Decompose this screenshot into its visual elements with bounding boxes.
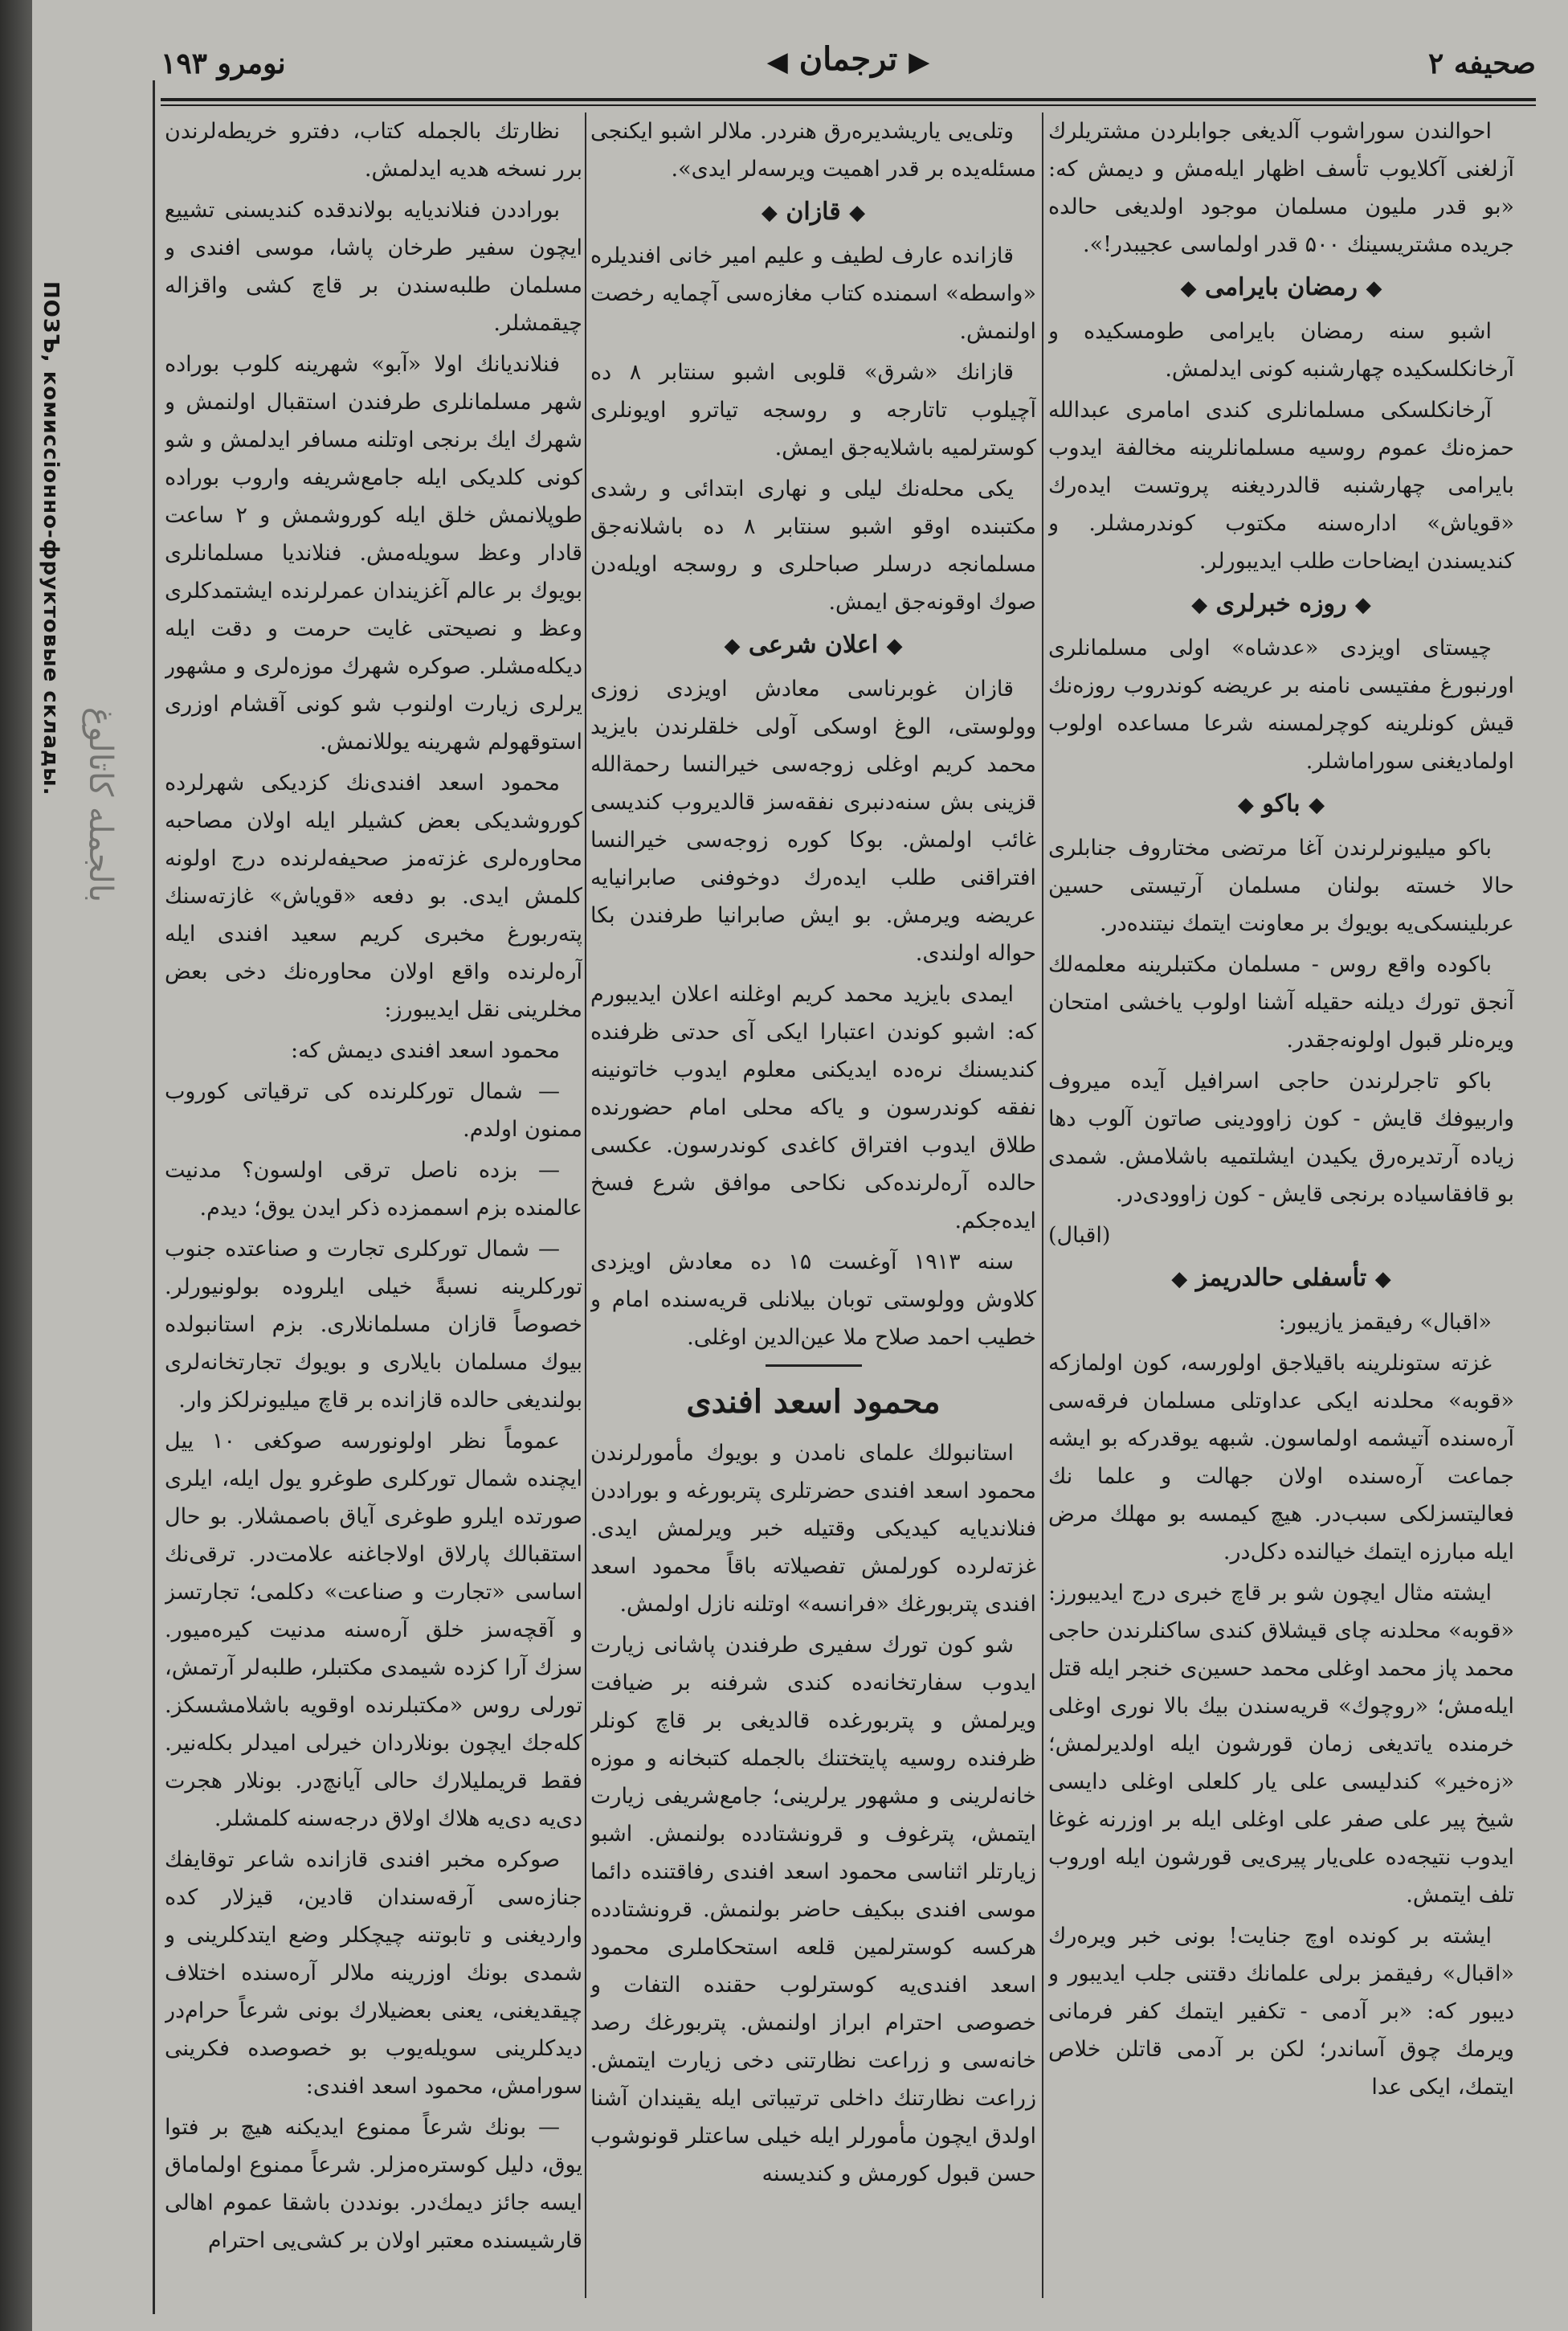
- paragraph: شو كون تورك سفیری طرفندن پاشانی زیارت ایدوب سفارتخانه‌ده كندی شرفنه بر ضیافت ویرلمش و پتربورغده قالدیغی بر قاچ كونلر ظرفنده روسیه پایتختنك بالجمله كتبخانه و موزه خانه‌لرینی و مشهور یرلرینی؛ جامع‌شریفی زیارت ایتمش، پترغوف و قرونشتادده بولنمش. اشبو زیارتلر اثناسی محمود اسعد افندی رفاقتنده دائما موسی افندی ببكیف حاضر بولنمش. قرونشتادده هركسه كوسترلمین قلعه استحكاملری محمود اسعد افندی‌یه كوسترلوب حقنده التفات و خصوصی احترام ابراز اولنمش. پتربورغك رصد خانەسی و زراعت نظارتنی دخی زیارت ایتمش. زراعت نظارتنك داخلی ترتیباتی ایله یقیندان آشنا اولدق ایچون مأمورلر ایله خیلی ساعتلر قونوشوب حسن قبول كورمش و كندیسنه: [590, 1633, 1036, 2186]
- paragraph: اشبو سنه رمضان بایرامی طومسكیده و آرخانكلسكیده چهارشنبه كونی ایدلمش.: [1048, 319, 1514, 382]
- header-rule: [161, 98, 1536, 101]
- paragraph: عموماً نظر اولونورسه صوکغی ۱۰ ییل ایچنده شمال تورکلری طوغرو یول ایله، ایلری صورتده ایلرو طوغری آیاق باصمشلار. بو حال استقبالك پارلاق اولاجاغنه علامت‌در. ترقی‌نك اساسی «تجارت و صناعت» دكلمی؛ تجارتسز و آقچه‌سز خلق آرەسنه مدنیت كیرەمیور. سزك آرا كزده شیمدی مكتبلر، طلبەلر آرتمش، تورلی روس «مكتبلرنده اوقویه باشلامشسكز. كلەجك ایچون بونلاردان خیرلی امیدلر بكلەنیر. فقط قریملیلارك حالی آیانچ‌در. بونلار هجرت دی‌یه دی‌یه هلاك اولاق درجەسنه كلمشلر.: [165, 1429, 582, 1831]
- ornament-arrow-icon: ◀: [766, 46, 788, 78]
- section-heading: ◆ قازان ◆: [761, 198, 866, 226]
- paragraph: — شمال تورکلرنده کی ترقیاتی كوروب ممنون اولدم.: [165, 1079, 582, 1142]
- paragraph: قازانك «شرق» قلوبی اشبو سنتابر ۸ ده آچیلوب تاتارجه و روسجه تیاترو اویونلری كوسترلمیه باشلایەجق ایمش.: [590, 360, 1036, 460]
- paragraph: سنه ۱۹۱۳ آوغست ۱۵ ده معادش اویزدی كلاوش وولوستی توبان بیلانلی قریەسنده امام و خطیب احمد صلاح ملا عین‌الدین اوغلی.: [590, 1249, 1036, 1350]
- column-divider: [585, 112, 586, 2298]
- margin-rule: [153, 80, 155, 2314]
- ornament-icon: ◆: [1237, 793, 1254, 817]
- section-heading: ◆ تأسفلی حالدریمز ◆: [1171, 1264, 1391, 1292]
- masthead-title: ترجمان: [798, 40, 898, 78]
- ornament-icon: ◆: [1171, 1267, 1188, 1291]
- paragraph: محمود اسعد افندی دیمش كه:: [291, 1038, 560, 1063]
- paragraph: استانبولك علمای نامدن و بویوك مأمورلرندن محمود اسعد افندی حضرتلری پتربورغه و بوراددن فنلاندیایه كیدیكی وقتیله خبر ویرلمش ایدی. غزته‌لرده كورلمش تفصیلاته باقاً محمود اسعد افندی پتربورغك «فرانسه» اوتلنه نازل اولمش.: [590, 1441, 1036, 1617]
- binding-spine: [0, 0, 32, 2331]
- ornament-icon: ◆: [1366, 276, 1382, 301]
- section-heading: ◆ اعلان شرعی ◆: [724, 631, 903, 659]
- newspaper-page: [32, 0, 1568, 2331]
- column-middle: [590, 112, 1036, 2298]
- paragraph: — بزده ناصل ترقی اولسون؟ مدنیت عالمنده بزم اسممزده ذكر ایدن یوق؛ دیدم.: [165, 1158, 582, 1221]
- page-number-label: صحیفه ۲: [1427, 47, 1536, 80]
- issue-number: نومرو ۱۹۳: [161, 47, 286, 80]
- ornament-icon: ◆: [761, 201, 778, 225]
- paragraph: باكو میلیونرلرندن آغا مرتضی مختاروف جنابلری حالا خسته بولنان مسلمان آرتیستی حسین عربلینسكی‌یه بویوك بر معاونت ایتمك نیتنده‌در.: [1048, 836, 1514, 936]
- paragraph: ایمدی بایزید محمد كریم اوغلنه اعلان ایدیبورم كه: اشبو كوندن اعتبارا ایكی آی حدتی ظرفنده كندیسنك نرەده ایدیكنی معلوم ایدوب خاتونینه نفقه كوندرسون و یاكه محلی امام حضورنده طلاق ایدوب افتراق كاغدی كوندرسون. عكسی حالده آرەلرنده‌كی نكاحی موافق شرع فسخ ایدەجكم.: [590, 982, 1036, 1233]
- article-headline: محمود اسعد افندی: [686, 1383, 941, 1421]
- section-heading: ◆ رمضان بایرامی ◆: [1180, 273, 1382, 301]
- ornament-icon: ◆: [849, 201, 866, 225]
- paragraph: غزته ستونلرینه باقیلاجق اولورسه، كون اولمازكه «قوبه» محلدنه ایكی عداوتلی مسلمان فرقەسی آرەسنده آتیشمه اولماسون. شبهه یوقدركه بو ایشه جماعت آرەسنده اولان جهالت و علما نك فعالیتسزلكی سبب‌در. هیچ كیمسه بو مهلك مرض ایله مبارزه ایتمك خیالنده دكل‌در.: [1048, 1351, 1514, 1564]
- paragraph: — شمال تورکلری تجارت و صناعتده جنوب تورکلرینه نسبةً خیلی ایلروده بولونیورلر. خصوصاً قازان مسلمانلاری. بزم استانبولده بیوك مسلمان بایلاری و بویوك تجارتخانه‌لری بولندیغی حالده قازانده بر قاچ میلیونرلکز وار.: [165, 1237, 582, 1413]
- paragraph: باكو تاجرلرندن حاجی اسرافیل آیدە میروف واربیوفك قایش - كون زاوودینی صاتون آلوب دها زیاده آرتدیرەرق یكیدن ایشلتمیه باشلامش. شمدی بو قافقاسیاده برنجی قایش - كون زاوودی‌در.: [1048, 1069, 1514, 1207]
- paragraph: قازان غوبرناسی معادش اویزدی زوزی وولوستی، الوغ اوسكی آولی خلقلرندن بایزید محمد كریم اوغلی زوجه‌سی خیرالنسا رحمةالله قزینی بش سنه‌دنبری نفقه‌سز قالدیروب كندیسی غائب اولمش. بوكا كوره زوجه‌سی خیرالنسا افتراقنی طلب ایدەرك دوخوفنی صابرانیایه عریضه ویرمش. بو ایش صابرانیا طرفندن بكا حواله اولندی.: [590, 677, 1036, 966]
- vertical-stamp: ПОЗЪ, комиссіонно-фруктовые склады.: [39, 281, 63, 796]
- paragraph: ایشته مثال ایچون شو بر قاچ خبری درج ایدیبورز: «قوبه» محلدنه چای قیشلاق كندی ساكنلرندن حاجی محمد پاز محمد اوغلی محمد حسین‌ی خنجر ایله قتل ایلەمش؛ «روچوك» قریه‌سندن بیك بالا نوری اوغلی خرمنده یاتدیغی زمان قورشون ایله اولدیرلمش؛ «زەخیر» كندلیسی علی یار كلعلی اوغلی دایسی شیخ پیر علی صفر علی اوغلی ایله بر اوزرنه غوغا ایدوب نتیجه‌ده علی‌یار پیری‌یی قورشون ایله اوروب تلف ایتمش.: [1048, 1581, 1514, 1908]
- paragraph: بوراددن فنلاندیایه بولاندقده كندیسنی تشییع ایچون سفیر طرخان پاشا، موسی افندی و مسلمان طلبه‌سندن بر قاچ كشی واقزاله چیقمشلر.: [165, 198, 582, 336]
- ornament-icon: ◆: [886, 634, 903, 658]
- paragraph: محمود اسعد افندی‌نك كزدیكی شهرلرده كوروشدیكی بعض كشیلر ایله اولان مصاحبه محاورەلری غزته‌مز صحیفەلرنده درج اولونه كلمش ایدی. بو دفعه «قویاش» غازته‌سنك پتەربورغ مخبری كریم سعید افندی ایله آرەلرنده واقع اولان محاورەنك دخی بعض مخلرینی نقل ایدیبورز:: [165, 771, 582, 1022]
- paragraph: نظارتك بالجمله كتاب، دفترو خریطەلرندن برر نسخه هدیه ایدلمش.: [165, 119, 582, 182]
- ornament-arrow-icon: ▶: [909, 46, 930, 78]
- paragraph: «اقبال» رفیقمز یازیبور:: [1278, 1310, 1492, 1335]
- header-rule-thin: [161, 104, 1536, 106]
- paragraph: آرخانكلسكی مسلمانلری كندی امامری عبدالله حمزەنك عموم روسیه مسلمانلرینه مخالفة ایدوب بایرامی چهارشنبه قالدردیغنه پروتست ایدەرك «قویاش» ادارەسنه مكتوب كوندرمشلر. و كندیسندن ایضاحات طلب ایدیبورلر.: [1048, 398, 1514, 574]
- newspaper-title: [767, 40, 930, 78]
- column-left: [165, 112, 582, 2298]
- paragraph: یكی محله‌نك لیلی و نهاری ابتدائی و رشدی مكتبنده اوقو اشبو سنتابر ۸ ده باشلانەجق مسلمانجه درسلر صباحلری و روسجه اویله‌دن صوك اوقونەجق ایمش.: [590, 476, 1036, 615]
- section-heading: ◆ باكو ◆: [1237, 790, 1325, 818]
- ornament-icon: ◆: [1180, 276, 1197, 301]
- ornament-icon: ◆: [724, 634, 741, 658]
- paragraph: احوالندن سوراشوب آلدیغی جوابلردن مشتریلرك آزلغنی آكلایوب تأسف اظهار ایلەمش و دیمش كه: «بو قدر ملیون مسلمان موجود اولدیغی حالدە جریدە مشتریسینك ۵۰۰ قدر اولماسی عجیبدر!».: [1048, 119, 1514, 257]
- vertical-stamp-arabic: بالجمله كاتالوغ: [82, 707, 119, 903]
- source-signature: (اقبال): [1048, 1223, 1111, 1248]
- section-heading: ◆ روزه خبرلری ◆: [1191, 590, 1371, 618]
- paragraph: صوكره مخبر افندی قازانده شاعر توقایفك جنازەسی آرقەسندان قادین، قیزلار كده واردیغنی و تابوتنه چیچكلر وضع ایتدكلرینی و شمدی بونك اوزرینه ملالر آرەسنده اختلاف چیقدیغنی، یعنی بعضیلارك بونی شرعاً حرام‌در دیدكلرینی سویلەیوب بو خصوصده فكرینی سورامش، محمود اسعد افندی:: [165, 1847, 582, 2099]
- paragraph: باكوده واقع روس - مسلمان مكتبلرینه معلمەلك آنجق تورك دیلنه حقیله آشنا اولوب یاخشی امتحان ویرەنلر قبول اولونەجقدر.: [1048, 952, 1514, 1053]
- ornament-icon: ◆: [1191, 593, 1208, 617]
- paragraph: ایشته بر كونده اوچ جنایت! بونی خبر ویرەرك «اقبال» رفیقمز برلی علمانك دقتنی جلب ایدیبور و دیبور كه: «بر آدمی - تكفیر ایتمك كفر فرمانی ویرمك چوق آساندر؛ لكن بر آدمی قاتلن خلاص ایتمك، ایكی عدا: [1048, 1924, 1514, 2100]
- ornament-icon: ◆: [1374, 1267, 1391, 1291]
- paragraph: چیستای اویزدی «عدشاه» اولی مسلمانلری اورنبورغ مفتیسی نامنه بر عریضه كوندروب روزەنك قیش كونلرینه كوچرلمسنه شرعا مساعده اولوب اولمادیغنی سوراماشلر.: [1048, 636, 1514, 774]
- paragraph: وتلی‌یی یاریشدیرەرق هنردر. ملالر اشبو ایكنجی مسئلەیده بر قدر اهمیت ویرسەلر ایدی».: [590, 119, 1036, 182]
- paragraph: فنلاندیانك اولا «آبو» شهرینه كلوب بوراده شهر مسلمانلری طرفندن استقبال اولنمش و شهرك ایك برنجی اوتلنه مسافر ایدلمش و شو كونی كلدیكی ایله جامع‌شریفه واروب بوراده طوپلانمش خلق ایله كوروشمش و ۲ ساعت قادار وعظ سویلەمش. فنلاندیا مسلمانلری بویوك بر عالم آغزیندان عمرلرنده ایشتمدكلری وعظ و نصیحتی غایت حرمت و دقت ایله دیكلەمشلر. صوكره شهرك موزەلری و مشهور یرلری زیارت اولنوب شو كونی آقشام اوزری استوقهولم شهرینه یوللانمش.: [165, 352, 582, 755]
- ornament-icon: ◆: [1354, 593, 1371, 617]
- paragraph: قازانده عارف لطیف و علیم امیر خانی افندیلره «واسطه» اسمنده كتاب مغازەسی آچمایه رخصت اولنمش.: [590, 243, 1036, 344]
- column-divider: [1042, 112, 1043, 2298]
- column-right: [1048, 112, 1514, 2298]
- paragraph: — بونك شرعاً ممنوع ایدیكنه هیچ بر فتوا یوق، دلیل كوسترەمزلر. شرعاً ممنوع اولماماق ایسه جائز دیمك‌در. بونددن باشقا عموم اهالی قارشیسنده معتبر اولان بر كشی‌یی احترام: [165, 2115, 582, 2253]
- ornament-icon: ◆: [1309, 793, 1325, 817]
- article-separator: [766, 1364, 862, 1367]
- page-header: [161, 32, 1536, 104]
